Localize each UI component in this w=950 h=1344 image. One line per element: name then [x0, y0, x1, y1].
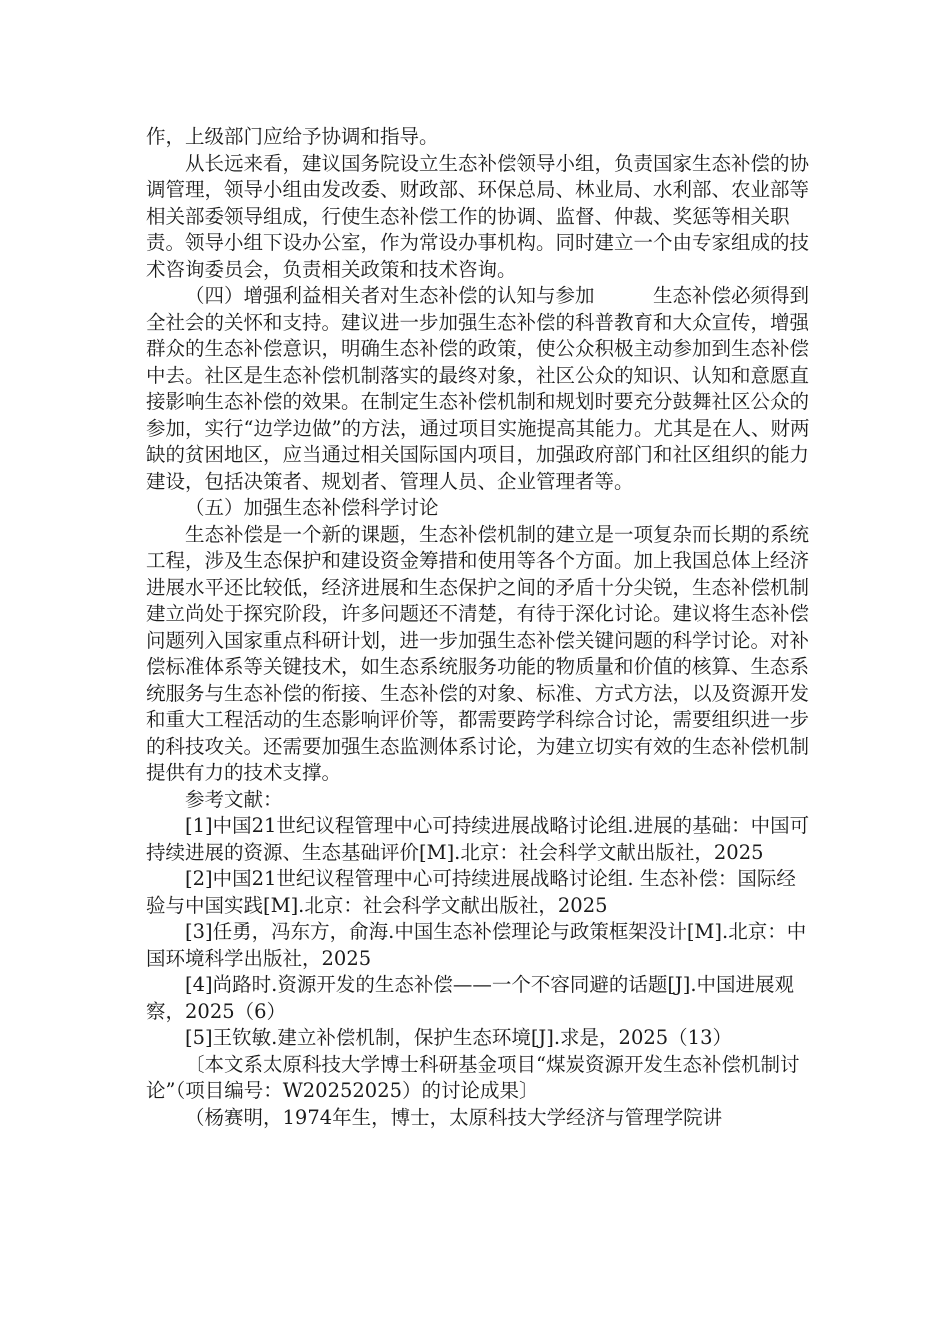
section-heading-five: （五）加强生态补偿科学讨论: [185, 496, 439, 519]
reference-item: [1]中国21世纪议程管理中心可持续进展战略讨论组.进展的基础：中国可持续进展的资源、生态基础评价[M].北京：社会科学文献出版社，2025: [146, 814, 810, 864]
funding-note: 〔本文系太原科技大学博士科研基金项目“煤炭资源开发生态补偿机制讨论”（项目编号：W20252025）的讨论成果〕: [146, 1052, 800, 1102]
paragraph-section-four: （四）增强利益相关者对生态补偿的认知与参加 生态补偿必须得到全社会的关怀和支持。建议进一步加强生态补偿的科普教育和大众宣传，增强群众的生态补偿意识，明确生态补偿的政策，使公众积极主动参加到生态补偿中去。社区是生态补偿机制落实的最终对象，社区公众的知识、认知和意愿直接影响生态补偿的效果。在制定生态补偿机制和规划时要充分鼓舞社区公众的参加，实行“边学边做”的方法，通过项目实施提高其能力。尤其是在人、财两缺的贫困地区，应当通过相关国际国内项目，加强政府部门和社区组织的能力建设，包括决策者、规划者、管理人员、企业管理者等。: [146, 284, 810, 493]
reference-item: [4]尚路时.资源开发的生态补偿——一个不容同避的话题[J].中国进展观察，2025（6）: [146, 973, 795, 1023]
paragraph-leadership-group: 从长远来看，建议国务院设立生态补偿领导小组，负责国家生态补偿的协调管理，领导小组由发改委、财政部、环保总局、林业局、水利部、农业部等相关部委领导组成，行使生态补偿工作的协调、监督、仲裁、奖惩等相关职责。领导小组下设办公室，作为常设办事机构。同时建立一个由专家组成的技术咨询委员会，负责相关政策和技术咨询。: [146, 151, 810, 281]
reference-item: [2]中国21世纪议程管理中心可持续进展战略讨论组. 生态补偿：国际经验与中国实践[M].北京：社会科学文献出版社，2025: [146, 867, 796, 917]
reference-item: [5]王钦敏.建立补偿机制，保护生态环境[J].求是，2025（13）: [185, 1026, 732, 1049]
references-heading: 参考文献：: [185, 787, 283, 811]
paragraph-continuation: 作，上级部门应给予协调和指导。: [146, 125, 439, 148]
paragraph-research: 生态补偿是一个新的课题，生态补偿机制的建立是一项复杂而长期的系统工程，涉及生态保护和建设资金筹措和使用等各个方面。加上我国总体上经济进展水平还比较低，经济进展和生态保护之间的矛盾十分尖锐，生态补偿机制建立尚处于探究阶段，许多问题还不清楚，有待于深化讨论。建议将生态补偿问题列入国家重点科研计划，进一步加强生态补偿关键问题的科学讨论。对补偿标准体系等关键技术，如生态系统服务功能的物质量和价值的核算、生态系统服务与生态补偿的衔接、生态补偿的对象、标准、方式方法，以及资源开发和重大工程活动的生态影响评价等，都需要跨学科综合讨论，需要组织进一步的科技攻关。还需要加强生态监测体系讨论，为建立切实有效的生态补偿机制提供有力的技术支撑。: [146, 522, 810, 784]
reference-item: [3]任勇，冯东方，俞海.中国生态补偿理论与政策框架没计[M].北京：中国环境科学出版社，2025: [146, 920, 807, 970]
author-note: （杨赛明，1974年生，博士，太原科技大学经济与管理学院讲: [185, 1105, 723, 1129]
